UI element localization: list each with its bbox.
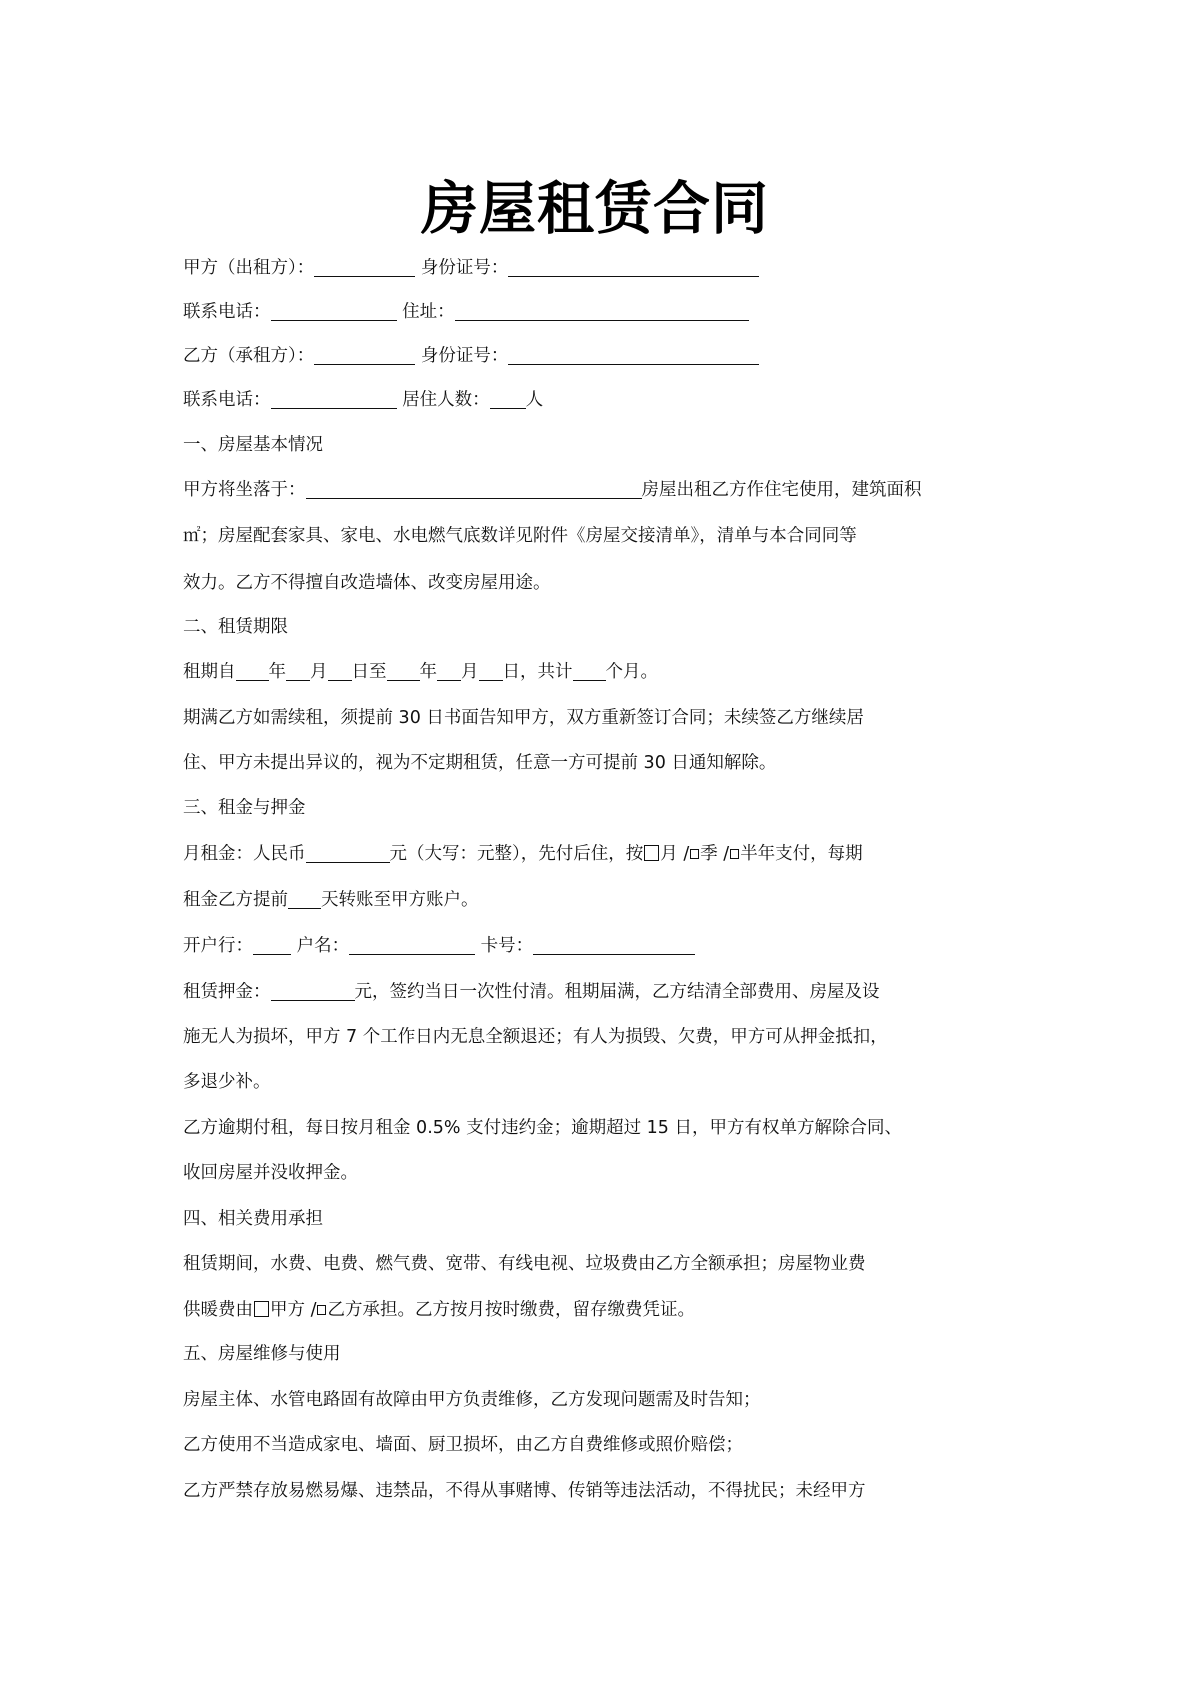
- quarterly-label: 季 /: [700, 844, 730, 864]
- deposit-amount-blank: [271, 981, 355, 1001]
- usage-text: 房屋出租乙方作住宅使用，建筑面积: [641, 480, 922, 500]
- party-a-pays-label: 甲方 /: [270, 1300, 317, 1320]
- section-5-line-3: 乙方严禁存放易燃易爆、违禁品，不得从事赌博、传销等违法活动，不得扰民；未经甲方: [183, 1481, 866, 1501]
- party-a-pays-checkbox[interactable]: [254, 1301, 269, 1317]
- heating-fee-label: 供暖费由: [183, 1300, 253, 1320]
- party-a-phone-label: 联系电话：: [183, 302, 271, 322]
- term-to-label: 至: [369, 662, 387, 682]
- term-total-label: ，共计: [520, 662, 573, 682]
- section-1-line-1: [183, 477, 922, 503]
- section-2-heading: 二、租赁期限: [183, 617, 288, 637]
- day-unit: 日: [502, 662, 520, 682]
- half-year-checkbox[interactable]: [730, 849, 739, 859]
- rent-terms-text: 元（大写：元整），先付后住，按: [389, 844, 644, 864]
- party-b-pays-label: 乙方承担。乙方按月按时缴费，留存缴费凭证。: [327, 1300, 695, 1320]
- deposit-line-3: 多退少补。: [183, 1072, 271, 1092]
- residents-count-blank: [490, 389, 526, 409]
- end-day-blank: [479, 661, 503, 681]
- party-a-name-blank: [314, 257, 415, 277]
- deposit-label: 租赁押金：: [183, 982, 271, 1002]
- section-2-line-2: 期满乙方如需续租，须提前 30 日书面告知甲方，双方重新签订合同；未续签乙方继续居: [183, 708, 864, 728]
- card-number-blank: [533, 935, 695, 955]
- party-b-name-blank: [314, 345, 415, 365]
- section-2-line-3: 住、甲方未提出异议的，视为不定期租赁，任意一方可提前 30 日通知解除。: [183, 753, 777, 773]
- section-1-heading: 一、房屋基本情况: [183, 435, 323, 455]
- section-5-line-1: 房屋主体、水管电路固有故障由甲方负责维修，乙方发现问题需及时告知；: [183, 1390, 761, 1410]
- party-b-phone-blank: [271, 389, 397, 409]
- late-payment-line-2: 收回房屋并没收押金。: [183, 1163, 358, 1183]
- document-title: 房屋租赁合同: [421, 175, 769, 242]
- rent-line-2: [183, 887, 479, 913]
- bank-label: 开户行：: [183, 936, 253, 956]
- account-name-label: 户名：: [296, 936, 350, 956]
- party-b-residents-label: 居住人数：: [402, 390, 490, 410]
- card-number-label: 卡号：: [480, 936, 534, 956]
- transfer-text: 天转账至甲方账户。: [321, 890, 479, 910]
- bank-blank: [253, 935, 291, 955]
- lease-term-line: [183, 659, 658, 685]
- party-b-id-blank: [508, 345, 759, 365]
- location-label: 甲方将坐落于：: [183, 480, 306, 500]
- rent-amount-blank: [306, 843, 390, 863]
- rent-line-1: [183, 841, 863, 867]
- party-b-label: 乙方（承租方）：: [183, 346, 315, 366]
- party-a-address-label: 住址：: [402, 302, 455, 322]
- year-unit: 年: [268, 662, 286, 682]
- section-4-line-2: [183, 1297, 695, 1323]
- total-months-blank: [573, 661, 606, 681]
- half-year-label: 半年支付，每期: [740, 844, 863, 864]
- party-b-line: [183, 343, 759, 369]
- day-unit: 日: [351, 662, 369, 682]
- party-a-address-blank: [455, 301, 749, 321]
- party-a-line: [183, 255, 759, 281]
- month-unit: 月: [310, 662, 328, 682]
- party-b-pays-checkbox[interactable]: [317, 1305, 326, 1315]
- months-unit: 个月。: [605, 662, 658, 682]
- deposit-line-1: [183, 979, 880, 1005]
- section-4-heading: 四、相关费用承担: [183, 1209, 323, 1229]
- advance-days-blank: [288, 889, 321, 909]
- monthly-checkbox[interactable]: [644, 845, 659, 861]
- section-5-line-2: 乙方使用不当造成家电、墙面、厨卫损坏，由乙方自费维修或照价赔偿；: [183, 1435, 743, 1455]
- section-1-line-2: ㎡；房屋配套家具、家电、水电燃气底数详见附件《房屋交接清单》，清单与本合同同等: [183, 526, 857, 546]
- section-1-line-3: 效力。乙方不得擅自改造墙体、改变房屋用途。: [183, 573, 551, 593]
- section-4-line-1: 租赁期间，水费、电费、燃气费、宽带、有线电视、垃圾费由乙方全额承担；房屋物业费: [183, 1254, 866, 1274]
- advance-days-label: 租金乙方提前: [183, 890, 288, 910]
- month-unit: 月: [461, 662, 479, 682]
- residents-unit: 人: [525, 390, 544, 410]
- party-a-label: 甲方（出租方）：: [183, 258, 315, 278]
- party-a-id-label: 身份证号：: [420, 258, 509, 278]
- quarterly-checkbox[interactable]: [690, 849, 699, 859]
- deposit-terms-text: 元，签约当日一次性付清。租期届满，乙方结清全部费用、房屋及设: [354, 982, 880, 1002]
- deposit-line-2: 施无人为损坏，甲方 7 个工作日内无息全额退还；有人为损毁、欠费，甲方可从押金抵扣，: [183, 1027, 888, 1047]
- end-month-blank: [437, 661, 461, 681]
- party-a-phone-blank: [271, 301, 397, 321]
- start-month-blank: [286, 661, 310, 681]
- party-b-id-label: 身份证号：: [420, 346, 509, 366]
- party-b-phone-label: 联系电话：: [183, 390, 271, 410]
- section-5-heading: 五、房屋维修与使用: [183, 1344, 341, 1364]
- party-a-id-blank: [508, 257, 759, 277]
- rent-label: 月租金：人民币: [183, 844, 306, 864]
- party-a-contact-line: [183, 299, 749, 325]
- late-payment-line-1: 乙方逾期付租，每日按月租金 0.5% 支付违约金；逾期超过 15 日，甲方有权单方解除合同、: [183, 1118, 902, 1138]
- party-b-contact-line: [183, 387, 543, 413]
- term-from-label: 租期自: [183, 662, 236, 682]
- monthly-label: 月 /: [660, 844, 690, 864]
- year-unit: 年: [419, 662, 437, 682]
- start-day-blank: [328, 661, 352, 681]
- end-year-blank: [387, 661, 420, 681]
- account-name-blank: [349, 935, 475, 955]
- start-year-blank: [236, 661, 269, 681]
- section-3-heading: 三、租金与押金: [183, 798, 306, 818]
- location-blank: [306, 479, 642, 499]
- bank-info-line: [183, 933, 695, 959]
